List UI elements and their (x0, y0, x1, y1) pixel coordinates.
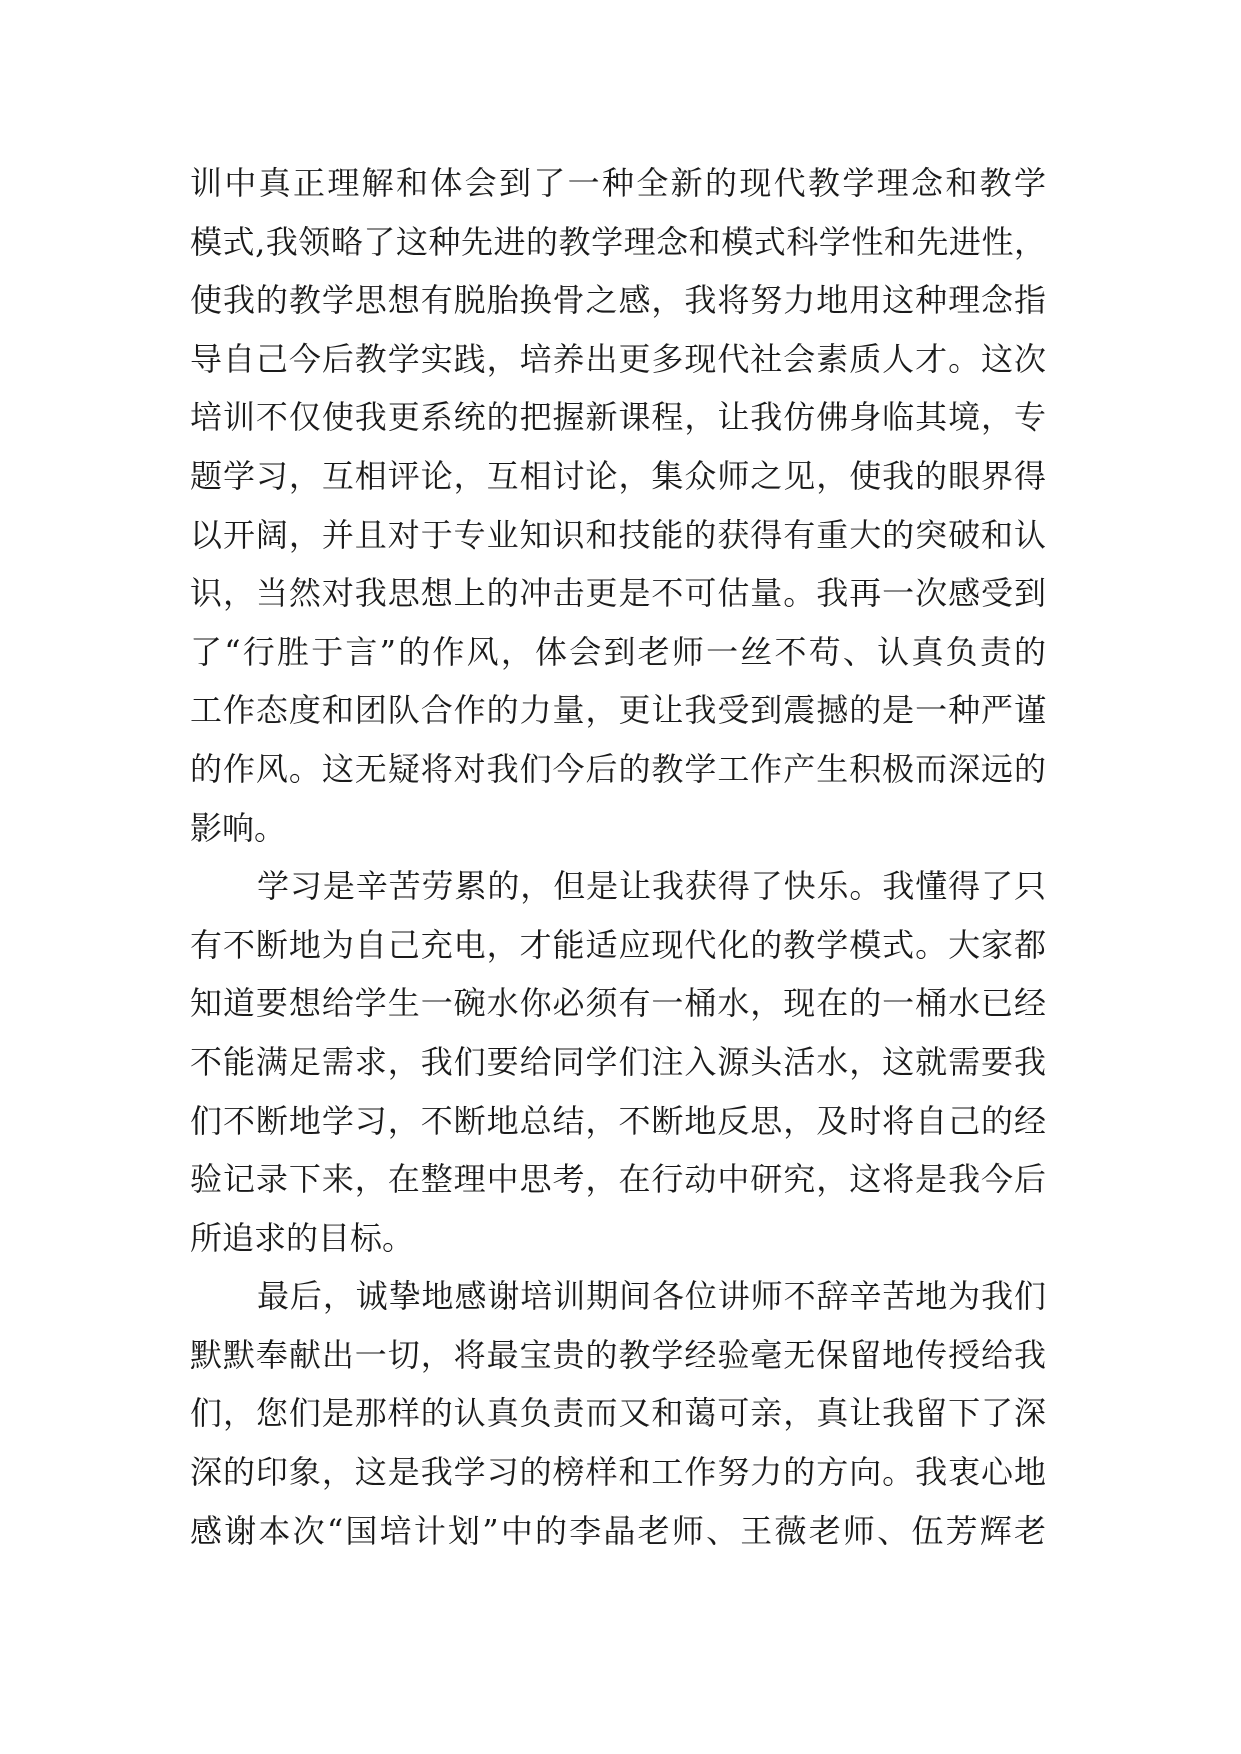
paragraph-3-line-5: 感谢本次“国培计划”中的李晶老师、王薇老师、伍芳辉老 (190, 1511, 1046, 1550)
paragraph-3-line-2: 默默奉献出一切，将最宝贵的教学经验毫无保留地传授给我 (190, 1335, 1046, 1374)
paragraph-2-line-1: 学习是辛苦劳累的，但是让我获得了快乐。我懂得了只 (257, 867, 1046, 906)
paragraph-1-line-11: 的作风。这无疑将对我们今后的教学工作产生积极而深远的 (190, 749, 1046, 788)
paragraph-3-line-4: 深的印象，这是我学习的榜样和工作努力的方向。我衷心地 (190, 1453, 1046, 1492)
paragraph-1-line-12: 影响。 (190, 808, 287, 847)
paragraph-1-line-10: 工作态度和团队合作的力量，更让我受到震撼的是一种严谨 (190, 691, 1046, 730)
paragraph-2-line-4: 不能满足需求，我们要给同学们注入源头活水，这就需要我 (190, 1042, 1046, 1081)
paragraph-1-line-7: 以开阔，并且对于专业知识和技能的获得有重大的突破和认 (190, 515, 1046, 554)
document-body (190, 154, 1090, 1560)
paragraph-2-line-2: 有不断地为自己充电，才能适应现代化的教学模式。大家都 (190, 925, 1046, 964)
paragraph-2-line-3: 知道要想给学生一碗水你必须有一桶水，现在的一桶水已经 (190, 984, 1046, 1023)
paragraph-1-line-5: 培训不仅使我更系统的把握新课程，让我仿佛身临其境，专 (190, 398, 1046, 437)
paragraph-1-line-2: 模式,我领略了这种先进的教学理念和模式科学性和先进性， (190, 222, 1046, 261)
paragraph-3-line-3: 们，您们是那样的认真负责而又和蔼可亲，真让我留下了深 (190, 1394, 1046, 1433)
paragraph-2-line-7: 所追求的目标。 (190, 1218, 415, 1257)
paragraph-1-line-6: 题学习，互相评论，互相讨论，集众师之见，使我的眼界得 (190, 456, 1046, 495)
paragraph-1-line-1: 训中真正理解和体会到了一种全新的现代教学理念和教学 (190, 164, 1046, 202)
paragraph-1-line-3: 使我的教学思想有脱胎换骨之感，我将努力地用这种理念指 (190, 281, 1046, 320)
paragraph-1-line-9: 了“行胜于言”的作风，体会到老师一丝不苟、认真负责的 (190, 632, 1046, 671)
paragraph-2-line-6: 验记录下来，在整理中思考，在行动中研究，这将是我今后 (190, 1160, 1046, 1199)
paragraph-1-line-8: 识，当然对我思想上的冲击更是不可估量。我再一次感受到 (190, 574, 1046, 613)
paragraph-2-line-5: 们不断地学习，不断地总结，不断地反思，及时将自己的经 (190, 1101, 1046, 1140)
paragraph-3-line-1: 最后，诚挚地感谢培训期间各位讲师不辞辛苦地为我们 (257, 1277, 1046, 1316)
paragraph-1-line-4: 导自己今后教学实践，培养出更多现代社会素质人才。这次 (190, 339, 1046, 378)
